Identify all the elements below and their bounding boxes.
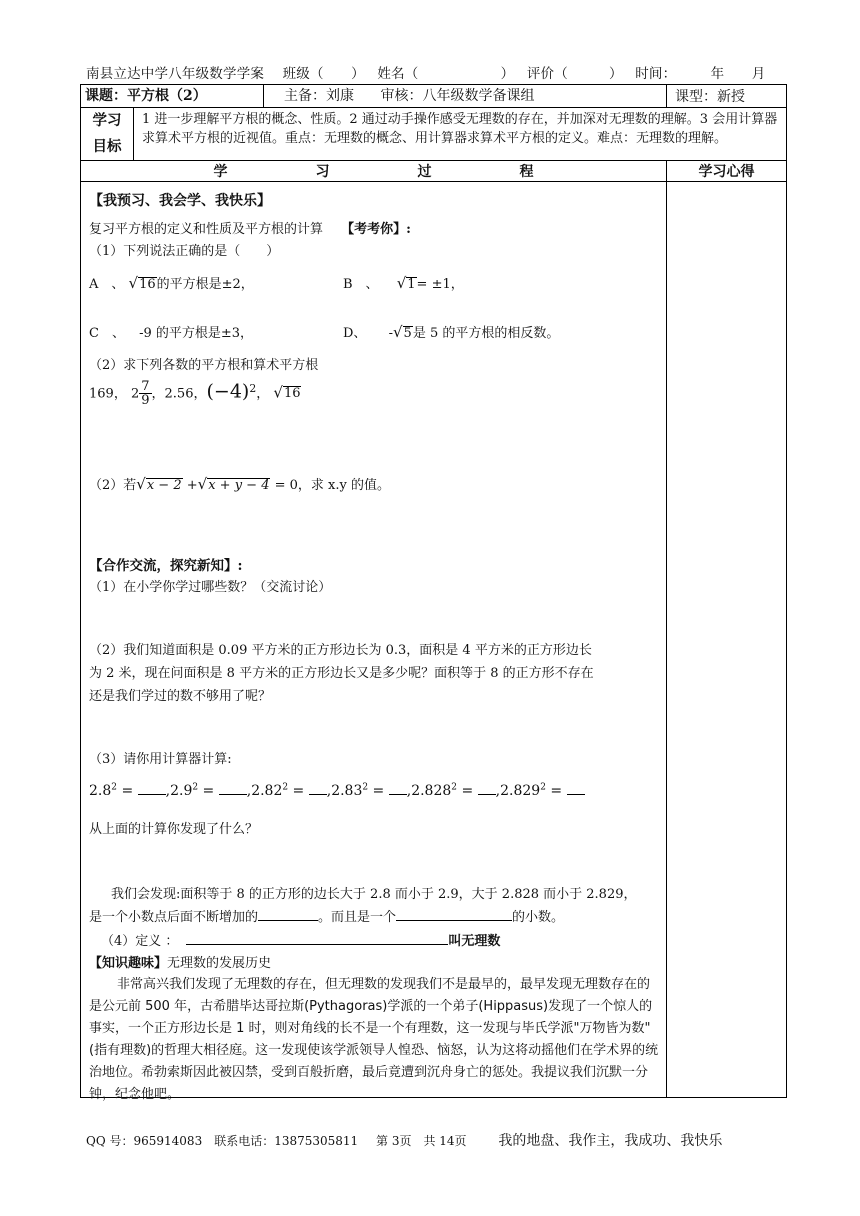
calc-item: $2.8^2$ = , xyxy=(89,782,171,799)
question-1: （1）下列说法正确的是（ ） xyxy=(89,244,280,259)
definition-tail: 叫无理数 xyxy=(448,934,501,949)
mixed-whole: 2 xyxy=(130,386,140,402)
discussion-2-line3: 还是我们学过的数不够用了呢？ xyxy=(89,689,272,704)
process-char: 学 xyxy=(213,164,228,180)
eval-label: 评价（ ） xyxy=(526,66,623,82)
answer-blank[interactable] xyxy=(389,782,407,795)
calc-exp: 2 xyxy=(111,782,117,793)
calc-base: 2.8 xyxy=(89,783,112,799)
section1-heading: 【我预习、我会学、我快乐】 xyxy=(89,193,271,209)
option-b-radicand: 1 xyxy=(407,277,416,292)
process-char: 习 xyxy=(315,164,330,180)
found-question: 从上面的计算你发现了什么？ xyxy=(89,822,259,837)
option-b-label: B 、 xyxy=(343,277,379,292)
q3-prefix: （2）若 xyxy=(89,478,137,493)
equals: = xyxy=(121,783,134,799)
calc-item: 2.83$^2$ = , xyxy=(331,782,412,799)
answer-blank[interactable] xyxy=(309,782,327,795)
notes-column[interactable] xyxy=(667,182,787,1098)
q3-radicand-1: x − 2 xyxy=(146,478,182,493)
title-row xyxy=(81,85,787,108)
time-label: 时间： 年 月 xyxy=(635,66,766,82)
question-2: （2）求下列各数的平方根和算术平方根 xyxy=(89,358,319,373)
q3-radicand-2: x + y − 4 xyxy=(208,478,270,493)
calc-prompt: （3）请你用计算器计算: xyxy=(89,752,232,767)
q3-suffix: ，求 x.y 的值。 xyxy=(297,478,390,493)
calc-exp: 2 xyxy=(451,782,458,793)
equals: = xyxy=(550,783,563,799)
answer-blank[interactable] xyxy=(478,782,496,795)
option-a: A 、 √16的平方根是±2， xyxy=(89,274,254,292)
equals: = xyxy=(292,783,305,799)
section3-heading: 【知识趣味】 xyxy=(89,956,168,971)
name-label: 姓名（ ） xyxy=(377,66,515,82)
calc-base: 2.82 xyxy=(251,783,283,799)
section2-heading: 【合作交流，探究新知】: xyxy=(89,558,243,574)
contact-info: QQ 号：965914083 联系电话：13875305811 xyxy=(86,1134,359,1148)
q3-plus: + xyxy=(186,478,198,493)
calc-item: 2.828$^2$ = , xyxy=(411,782,501,799)
page-footer xyxy=(86,1130,806,1150)
author-review-cell xyxy=(264,85,667,108)
discussion-2-line2: 为 2 米，现在问面积是 8 平方米的正方形边长又是多少呢？面积等于 8 的正方形不存在 xyxy=(89,666,594,681)
discovery-line2 xyxy=(89,906,660,925)
option-a-text: 的平方根是±2， xyxy=(156,277,254,292)
option-c-text: -9 的平方根是±3， xyxy=(139,326,254,341)
option-d: D、 -√5是 5 的平方根的相反数。 xyxy=(343,323,560,341)
process-content xyxy=(81,182,667,1102)
goals-text: 1 进一步理解平方根的概念、性质。2 通过动手操作感受无理数的存在，并加深对无理数的理解。3 会用计算器求算术平方根的近视值。重点：无理数的概念、用计算器求算术平方根的定义。难点：无理数的理解。 xyxy=(134,108,787,161)
calc-row xyxy=(89,782,660,799)
class-label: 班级（ ） xyxy=(282,66,365,82)
answer-blank[interactable] xyxy=(138,782,166,795)
option-a-label: A 、 xyxy=(89,277,125,292)
calc-base: 2.828 xyxy=(411,783,452,799)
calc-item xyxy=(500,783,584,799)
lesson-type: 课型：新授 xyxy=(667,85,787,108)
calc-exp: 2 xyxy=(362,782,369,793)
equals: = xyxy=(461,783,474,799)
calc-item: $2.9^2$ = , xyxy=(170,782,252,799)
process-char: 过 xyxy=(417,164,432,180)
calc-base: 2.9 xyxy=(170,783,193,799)
equals: = xyxy=(372,783,385,799)
page-number: 第 3页 共 14页 xyxy=(376,1134,467,1148)
page-header xyxy=(86,62,786,82)
lead-teacher: 主备：刘康 xyxy=(284,88,354,104)
answer-blank[interactable] xyxy=(258,908,318,921)
number-256: ，2.56， xyxy=(151,386,207,402)
definition-label: （4）定义 ： xyxy=(101,934,179,949)
option-d-minus: - xyxy=(388,326,393,341)
notes-header: 学习心得 xyxy=(667,161,787,182)
fraction-denominator: 9 xyxy=(141,393,150,409)
calc-base: 2.829 xyxy=(500,783,541,799)
calc-exp: 2 xyxy=(192,782,199,793)
column-head-row xyxy=(81,161,787,182)
equals: = xyxy=(202,783,215,799)
goals-label-line2: 目标 xyxy=(92,138,122,155)
fraction-numerator: 7 xyxy=(141,379,150,395)
number-169: 169， xyxy=(89,386,127,402)
radicand-16: 16 xyxy=(283,386,301,402)
review-intro xyxy=(89,218,660,237)
answer-blank[interactable] xyxy=(567,782,585,795)
discovery-text-c: 的小数。 xyxy=(512,910,565,925)
goals-row xyxy=(81,108,787,161)
section3-heading-line xyxy=(89,952,660,971)
worksheet-table xyxy=(80,84,787,1102)
exponent: 2 xyxy=(249,382,257,395)
intro-text: 复习平方根的定义和性质及平方根的计算 xyxy=(89,222,324,237)
discussion-1: （1）在小学你学过哪些数？（交流讨论） xyxy=(89,580,332,595)
reviewer: 审核：八年级数学备课组 xyxy=(380,88,535,104)
discovery-line1: 我们会发现:面积等于 8 的正方形的边长大于 2.8 而小于 2.9，大于 2.828 而小于 2.829， xyxy=(111,887,637,902)
footer-motto: 我的地盘、我作主，我成功、我快乐 xyxy=(498,1133,723,1149)
answer-blank[interactable] xyxy=(396,908,512,921)
option-d-label: D、 xyxy=(343,326,367,341)
option-d-radicand: 5 xyxy=(403,326,412,341)
discussion-2-line1: （2）我们知道面积是 0.09 平方米的正方形边长为 0.3，面积是 4 平方米的正方形边长 xyxy=(89,643,592,658)
topic-title: 课题：平方根（2） xyxy=(81,85,264,108)
goals-label-line1: 学习 xyxy=(92,112,122,129)
option-c-label: C 、 xyxy=(89,326,125,341)
goals-label xyxy=(81,108,134,161)
option-a-radicand: 16 xyxy=(139,277,156,292)
calc-item: 2.82$^2$ = , xyxy=(251,782,332,799)
option-b: B 、 √1= ±1， xyxy=(343,274,464,292)
exam-label: 【考考你】: xyxy=(341,222,411,237)
q3-equals: = 0 xyxy=(274,478,298,493)
content-row xyxy=(81,182,787,1098)
process-header xyxy=(81,161,667,182)
answer-blank[interactable] xyxy=(219,782,247,795)
definition-line xyxy=(101,930,660,949)
school-name: 南县立达中学八年级数学学案 xyxy=(86,66,265,82)
mixed-fraction xyxy=(139,380,151,407)
calc-exp: 2 xyxy=(540,782,546,793)
calc-base: 2.83 xyxy=(331,783,363,799)
option-b-text: = ±1， xyxy=(416,277,464,292)
calc-exp: 2 xyxy=(282,782,289,793)
discovery-text-b: 。而且是一个 xyxy=(318,910,397,925)
discovery-text-a: 是一个小数点后面不断增加的 xyxy=(89,910,259,925)
negative-four: (−4) xyxy=(206,380,250,403)
process-char: 程 xyxy=(519,164,534,180)
option-d-text: 是 5 的平方根的相反数。 xyxy=(412,326,560,341)
section3-subtitle: 无理数的发展历史 xyxy=(167,956,272,971)
question-3: （2）若√x − 2 +√x + y − 4 = 0，求 x.y 的值。 xyxy=(89,475,390,493)
separator: ， xyxy=(256,386,270,402)
history-story: 非常高兴我们发现了无理数的存在，但无理数的发现我们不是最早的，最早发现无理数存在的是公元前 500 年，古希腊毕达哥拉斯(Pythagoras)学派的一个弟子(Hippasus)发现了一个惊人的事实，一个正方形边长是 1 时，则对角线的长不是一个有理数，这一发现与毕氏学派"万物皆为数"(指有理数)的哲理大相径庭。这一发现使该学派领导人惶恐、恼怒，认为这将动摇他们在学术界的统治地位。希勃索斯因此被囚禁，受到百般折磨，最后竟遭到沉舟身亡的惩处。我提议我们沉默一分钟，纪念他吧。 xyxy=(89,977,659,1102)
definition-blank[interactable] xyxy=(186,932,448,945)
question-2-numbers: 169， 2 $\frac{7}{9}$ ，2.56，$(-4)^2$， √16 xyxy=(89,379,301,409)
